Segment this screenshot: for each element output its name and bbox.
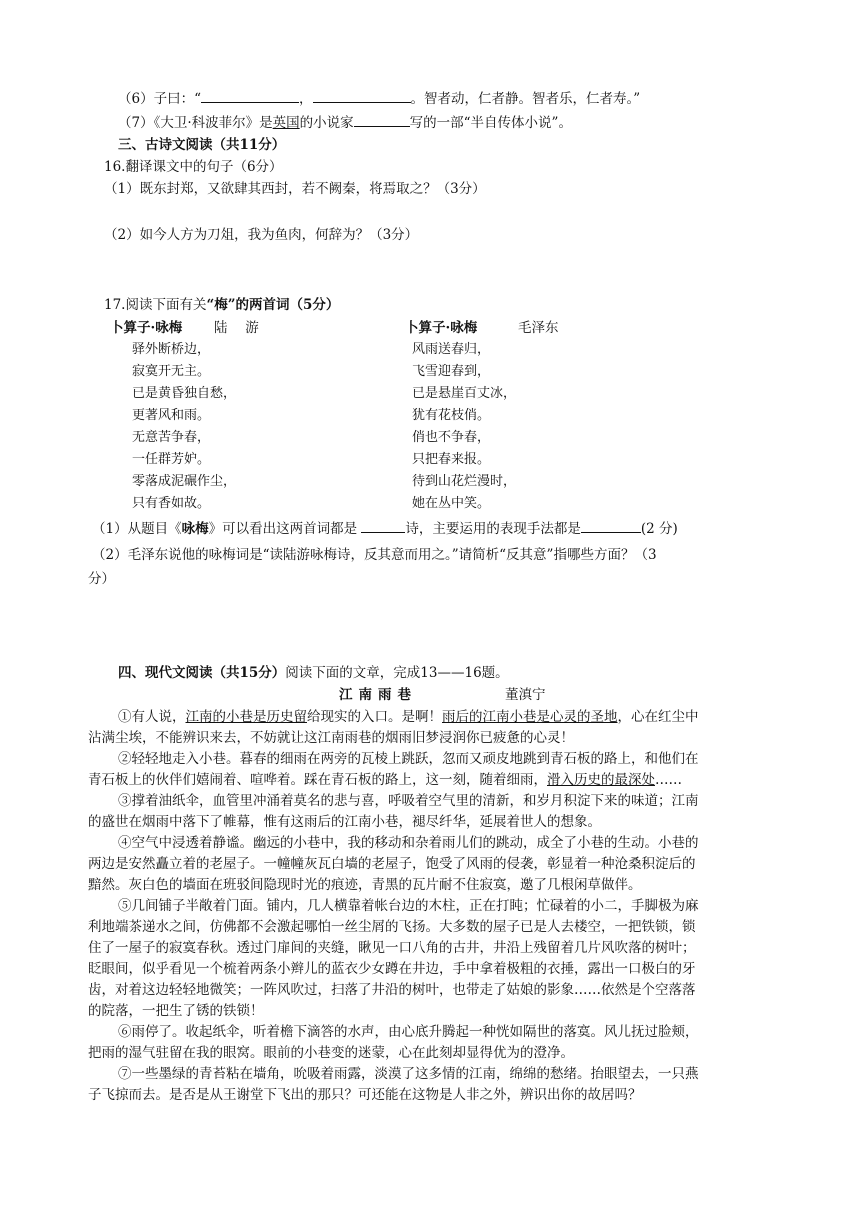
article-p4-line3: 黯然。灰白色的墙面在班驳间隐现时光的痕迹，青黑的瓦片耐不住寂寞，邀了几根闲草做伴。 xyxy=(88,877,642,893)
article-p1-line2: 沾满尘埃，不能辨识来去，不妨就让这江南雨巷的烟雨旧梦浸润你已疲惫的心灵！ xyxy=(88,730,574,746)
poem-1-line: 只有香如故。 xyxy=(132,496,211,511)
article-text: …… xyxy=(655,772,682,788)
q17-title-b: “梅”的两首词（5分） xyxy=(206,297,340,313)
poem-2-body xyxy=(412,339,516,515)
poem-2-title: 卜算子·咏梅 xyxy=(405,320,478,336)
q17-sub-1 xyxy=(92,519,678,538)
article-underline: 雨后的江南小巷是心灵的圣地 xyxy=(442,709,618,725)
poem-1-line: 更著风和雨。 xyxy=(132,408,211,423)
article-p6-line2: 把雨的湿气驻留在我的眼窝。眼前的小巷变的迷蒙，心在此刻却显得优为的澄净。 xyxy=(88,1045,574,1061)
poem-1-author: 陆 游 xyxy=(214,320,259,336)
article-p5-line6: 的院落，一把生了锈的铁锁！ xyxy=(88,1003,264,1019)
article-p7-line1: ⑦一些墨绿的青苔粘在墙角，吮吸着雨露，淡漠了这多情的江南，绵绵的愁绪。抬眼望去，一只燕 xyxy=(118,1066,699,1082)
article-p2-line1: ②轻轻地走入小巷。暮春的细雨在两旁的瓦棱上跳跃，忽而又顽皮地跳到青石板的路上，和他们在 xyxy=(118,751,699,767)
poem-1-body xyxy=(132,339,236,515)
q17-sub1-a: （1）从题目《 xyxy=(92,521,182,537)
q17-sub-2-line-2: 分） xyxy=(88,571,115,587)
q17-sub1-c: 》可以看出这两首词都是 xyxy=(208,521,362,537)
q17-sub1-d: 诗，主要运用的表现手法都是 xyxy=(405,521,581,537)
article-text: ，心在红尘中 xyxy=(617,709,699,725)
q16-title: 16.翻译课文中的句子（6分） xyxy=(104,159,283,175)
article-p1-line1 xyxy=(118,708,699,726)
q7-blank[interactable] xyxy=(354,113,410,127)
article-p3-line1: ③撑着油纸伞，血管里冲涌着莫名的悲与喜，呼吸着空气里的清新，和岁月积淀下来的味道；江南 xyxy=(118,793,699,809)
q6-text-b: 。智者动，仁者静。智者乐，仁者寿。” xyxy=(410,91,641,107)
article-underline: 江南的小巷是历史留 xyxy=(185,709,307,725)
q17-sub1-b: 咏梅 xyxy=(181,521,209,537)
poem-2-line: 犹有花枝俏。 xyxy=(412,408,491,423)
q17-sub1-e: (2 分) xyxy=(640,521,678,537)
article-p3-line2: 的盛世在烟雨中落下了帷幕，惟有这雨后的江南小巷，褪尽纤华，延展着世人的想象。 xyxy=(88,814,601,830)
q7-country: 英国 xyxy=(272,115,300,131)
q6-line xyxy=(118,89,640,108)
q6-comma: ， xyxy=(299,91,313,107)
poem-1-title: 卜算子·咏梅 xyxy=(110,320,183,336)
article-title: 江南雨巷 xyxy=(339,687,417,703)
q7-text-c: 写的一部“半自传体小说”。 xyxy=(409,115,572,131)
poem-2-line: 她在丛中笑。 xyxy=(412,496,491,511)
q17-title-a: 17.阅读下面有关 xyxy=(104,297,207,313)
section-3-heading: 三、古诗文阅读（共11分） xyxy=(118,137,286,153)
article-underline: 滑入历史的最深处 xyxy=(547,772,655,788)
article-p5-line3: 住了一屋子的寂寞春秋。透过门扉间的夹缝，瞅见一口八角的古井，井沿上残留着几片风吹落的树叶； xyxy=(88,940,696,956)
poem-1-line: 寂寞开无主。 xyxy=(132,364,211,379)
q17-blank-2[interactable] xyxy=(581,519,641,533)
poem-1-line: 无意苦争春， xyxy=(132,430,211,445)
section-4-heading xyxy=(118,664,509,682)
q17-sub-2-line-1: （2）毛泽东说他的咏梅词是“读陆游咏梅诗，反其意而用之。”请简析“反其意”指哪些方面？（3 xyxy=(92,547,657,563)
q16-sentence-2: （2）如今人方为刀俎，我为鱼肉，何辞为？（3分） xyxy=(104,227,419,243)
article-p5-line2: 利地端茶递水之间，仿佛都不会激起哪怕一丝尘屑的飞扬。大多数的屋子已是人去楼空，一把铁锁，锁 xyxy=(88,919,696,935)
poem-2-line: 待到山花烂漫时， xyxy=(412,474,517,489)
q6-blank-1[interactable] xyxy=(201,89,299,103)
article-p6-line1: ⑥雨停了。收起纸伞，听着檐下滴答的水声，由心底升腾起一种恍如隔世的落寞。风儿抚过脸颊， xyxy=(118,1024,699,1040)
q7-text-b: 的小说家 xyxy=(299,115,354,131)
poem-2-line: 只把春来报。 xyxy=(412,452,491,467)
q7-text-a: （7）《大卫·科波菲尔》是 xyxy=(118,115,273,131)
article-p7-line2: 子飞掠而去。是否是从王谢堂下飞出的那只？可还能在这物是人非之外，辨识出你的故居吗？ xyxy=(88,1087,642,1103)
article-p5-line5: 齿，对着这边轻轻地微笑；一阵风吹过，扫落了井沿的树叶，也带走了姑娘的影象……依然是个空落落 xyxy=(88,982,696,998)
article-p4-line2: 两边是安然矗立着的老屋子。一幢幢灰瓦白墙的老屋子，饱受了风雨的侵袭，彰显着一种沧桑积淀后的 xyxy=(88,856,696,872)
article-text: 给现实的入口。是啊！ xyxy=(307,709,442,725)
q7-line xyxy=(118,113,572,132)
article-p5-line1: ⑤几间铺子半敞着门面。铺内，几人横靠着帐台边的木柱，正在打盹；忙碌着的小二，手脚极为麻 xyxy=(118,898,699,914)
poem-2-line: 已是悬崖百丈冰， xyxy=(412,386,517,401)
q17-title xyxy=(104,296,339,314)
article-p2-line2 xyxy=(88,771,682,789)
article-author: 董滇宁 xyxy=(505,687,546,703)
q6-blank-2[interactable] xyxy=(313,89,411,103)
poem-2-line: 俏也不争春， xyxy=(412,430,491,445)
section-4-bold: 四、现代文阅读（共15分） xyxy=(118,665,286,681)
poem-1-line: 驿外断桥边， xyxy=(132,342,211,357)
poem-2-line: 飞雪迎春到， xyxy=(412,364,491,379)
article-text: ①有人说， xyxy=(118,709,186,725)
article-text: 青石板上的伙伴们嬉闹着、喧哗着。踩在青石板的路上，这一刻，随着细雨， xyxy=(88,772,547,788)
poem-1-line: 零落成泥碾作尘， xyxy=(132,474,237,489)
poem-1-line: 一任群芳妒。 xyxy=(132,452,211,467)
poem-2-author: 毛泽东 xyxy=(518,320,559,336)
section-4-rest: 阅读下面的文章，完成13——16题。 xyxy=(285,665,509,681)
poem-1-line: 已是黄昏独自愁， xyxy=(132,386,237,401)
article-p5-line4: 眨眼间，似乎看见一个梳着两条小辫儿的蓝衣少女蹲在井边，手中拿着极粗的衣捶，露出一口极白的牙 xyxy=(88,961,696,977)
q17-blank-1[interactable] xyxy=(361,519,405,533)
article-p4-line1: ④空气中浸透着静谧。幽远的小巷中，我的移动和杂着雨儿们的跳动，成全了小巷的生动。小巷的 xyxy=(118,835,699,851)
q16-sentence-1: （1）既东封郑，又欲肆其西封，若不阙秦，将焉取之？（3分） xyxy=(104,181,486,197)
q6-text-a: （6）子曰：“ xyxy=(118,91,201,107)
poem-2-line: 风雨送春归， xyxy=(412,342,491,357)
